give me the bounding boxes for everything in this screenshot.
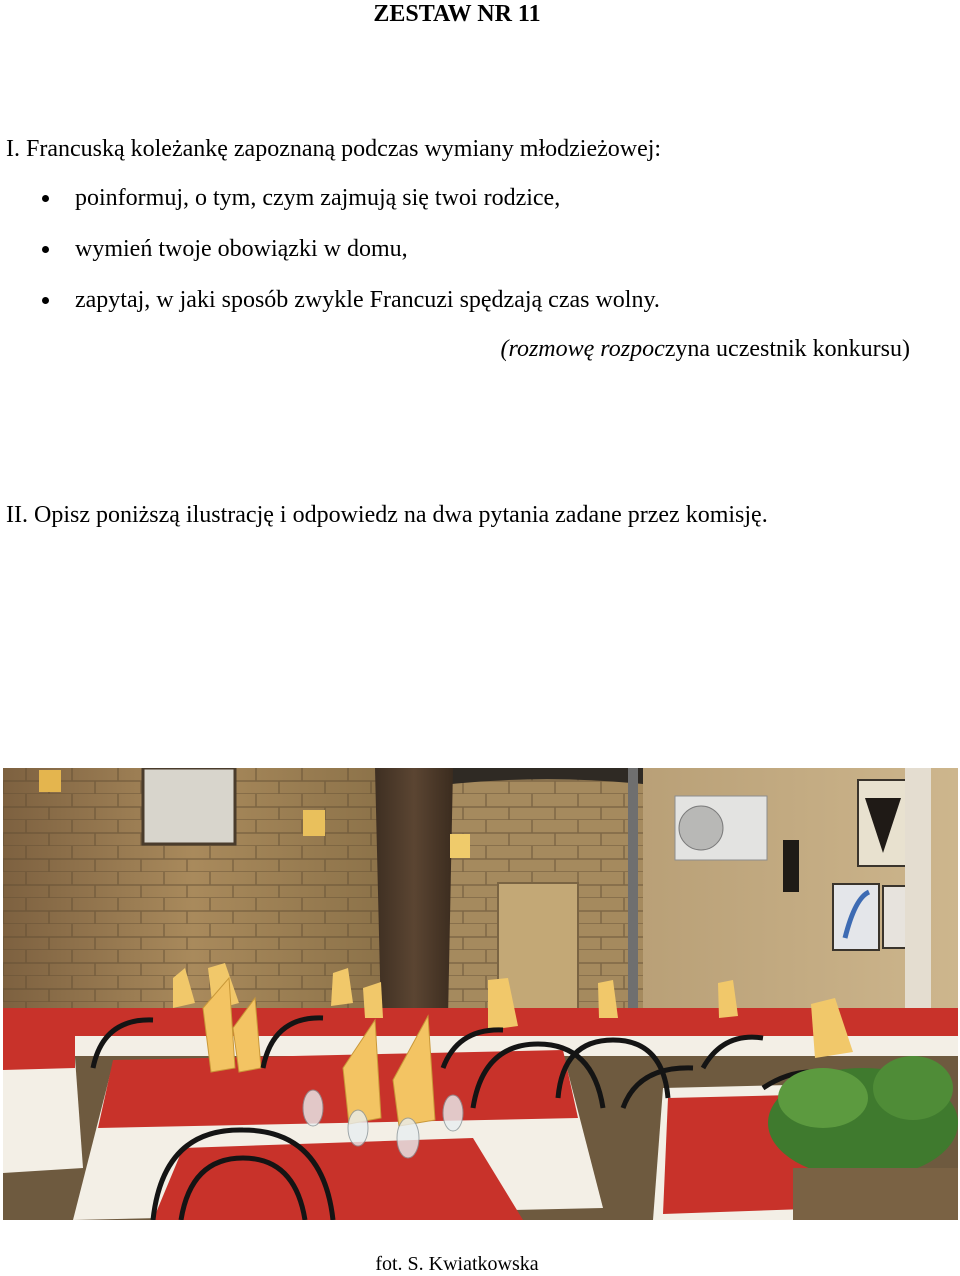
bullet-text: poinformuj, o tym, czym zajmują się twoi rodzice, [75, 185, 561, 211]
bullet-item [0, 285, 660, 336]
bullet-item [0, 183, 660, 234]
section-2-heading: II. Opisz poniższą ilustrację i odpowiedz na dwa pytania zadane przez komisję. [6, 502, 768, 528]
photo-caption: fot. S. Kwiatkowska [375, 1253, 539, 1275]
page-title: ZESTAW NR 11 [373, 1, 541, 27]
bullet-icon [42, 195, 49, 202]
restaurant-photo [3, 768, 958, 1220]
task-bullet-list [0, 183, 660, 336]
bullet-text: wymień twoje obowiązki w domu, [75, 236, 408, 262]
note-italic-part: (rozmowę rozpoc [500, 336, 665, 362]
bullet-text: zapytaj, w jaki sposób zwykle Francuzi spędzają czas wolny. [75, 287, 660, 313]
bullet-icon [42, 246, 49, 253]
bullet-icon [42, 297, 49, 304]
bullet-item [0, 234, 660, 285]
section-1-heading: I. Francuską koleżankę zapoznaną podczas wymiany młodzieżowej: [6, 136, 662, 162]
conversation-note [501, 334, 910, 364]
note-regular-part: zyna uczestnik konkursu) [664, 336, 910, 362]
